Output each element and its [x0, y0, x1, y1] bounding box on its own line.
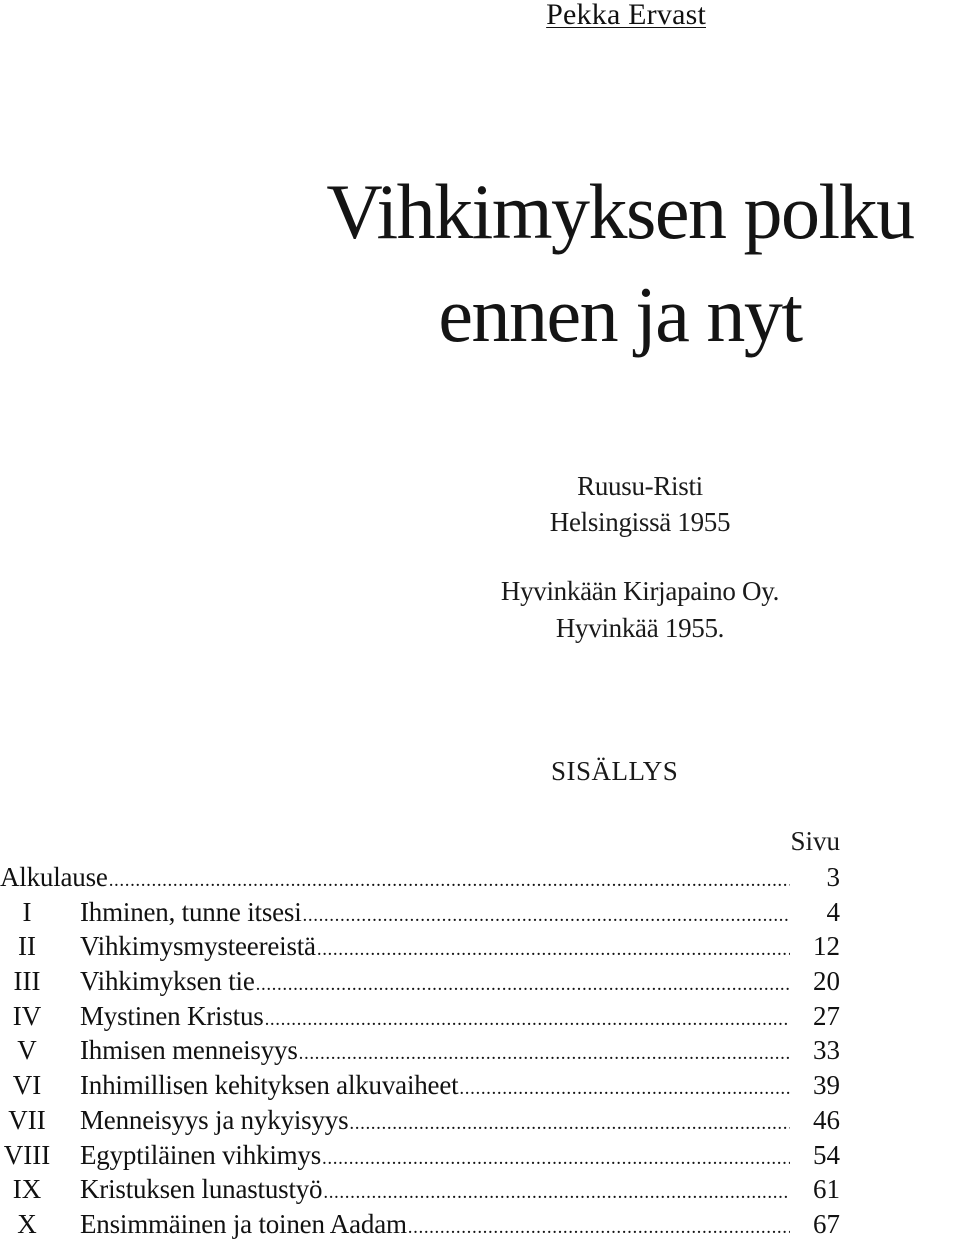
toc-chapter-numeral: III [13, 966, 41, 997]
toc-chapter-numeral: I [22, 896, 32, 927]
toc-entry-label: Ihminen, tunne itsesi [80, 896, 302, 927]
toc-leader-dots [459, 1074, 790, 1104]
toc-entry[interactable] [0, 1105, 850, 1140]
toc-entry-line [80, 1035, 790, 1069]
toc-leader-dots [408, 1213, 790, 1243]
toc-chapter-numeral: V [17, 1035, 37, 1066]
toc-leader-dots [109, 866, 790, 896]
author-link[interactable]: Pekka Ervast [546, 0, 706, 31]
toc-chapter-numeral: II [18, 931, 36, 962]
toc-entry-page: 20 [813, 966, 840, 997]
toc-chapter-numeral: VI [12, 1070, 42, 1101]
toc-entry[interactable] [0, 1209, 850, 1244]
toc-entry-line [80, 1105, 790, 1139]
toc-entry-line [80, 1140, 790, 1174]
printer: Hyvinkään Kirjapaino Oy. [500, 576, 780, 606]
toc-entry-page: 46 [813, 1104, 840, 1135]
toc-entry-line [80, 931, 790, 965]
toc-leader-dots [317, 935, 790, 965]
toc-leader-dots [323, 1178, 790, 1208]
toc-entry-page: 3 [826, 862, 840, 892]
toc-entry-line [80, 1174, 790, 1208]
toc-entry-page: 39 [813, 1070, 840, 1101]
toc-leader-dots [303, 901, 790, 931]
toc-entry-line [80, 1070, 790, 1104]
toc-entry-label: Ihmisen menneisyys [80, 1035, 298, 1066]
toc-chapter-numeral: IX [12, 1174, 42, 1205]
toc-entry-line [80, 966, 790, 1000]
toc-entry[interactable] [0, 1070, 850, 1105]
toc-entry-label: Mystinen Kristus [80, 1000, 264, 1031]
toc-entry-page: 33 [813, 1035, 840, 1066]
toc-entry-page: 61 [813, 1174, 840, 1205]
toc-entry-line [80, 897, 790, 931]
printer-place-year: Hyvinkää 1955. [555, 613, 725, 643]
toc-entry-label: Alkulause [0, 862, 108, 892]
toc-leader-dots [299, 1039, 790, 1069]
toc-entry-label: Egyptiläinen vihkimys [80, 1139, 322, 1170]
toc-entry[interactable] [0, 966, 850, 1001]
toc-chapter-numeral: VIII [3, 1139, 51, 1170]
toc-leader-dots [256, 970, 790, 1000]
table-of-contents [0, 862, 850, 1244]
toc-entry-label: Vihkimysmysteereistä [80, 931, 316, 962]
toc-entry-intro[interactable] [0, 862, 850, 897]
toc-leader-dots [349, 1109, 790, 1139]
toc-entry[interactable] [0, 897, 850, 932]
toc-leader-dots [265, 1005, 790, 1035]
publication-place-year: Helsingissä 1955 [549, 507, 731, 537]
toc-entry-page: 4 [826, 896, 840, 927]
toc-entry[interactable] [0, 931, 850, 966]
toc-entry[interactable] [0, 1001, 850, 1036]
toc-entry-label: Vihkimyksen tie [80, 966, 255, 997]
toc-chapter-numeral: X [17, 1208, 37, 1239]
toc-entry-page: 67 [813, 1208, 840, 1239]
toc-leader-dots [322, 1144, 790, 1174]
toc-entry-page: 27 [813, 1000, 840, 1031]
toc-chapter-numeral: VII [8, 1104, 46, 1135]
toc-heading: SISÄLLYS [551, 756, 679, 786]
toc-entry-label: Kristuksen lunastustyö [80, 1174, 323, 1205]
toc-entry-page: 12 [813, 931, 840, 962]
toc-chapter-numeral: IV [12, 1000, 42, 1031]
toc-entry-line [80, 1001, 790, 1035]
toc-page-column-label: Sivu [790, 826, 840, 856]
toc-entry-line [0, 862, 790, 896]
toc-entry-label: Ensimmäinen ja toinen Aadam [80, 1208, 407, 1239]
toc-entry[interactable] [0, 1140, 850, 1175]
toc-entry-label: Inhimillisen kehityksen alkuvaiheet [80, 1070, 459, 1101]
toc-entry[interactable] [0, 1174, 850, 1209]
toc-entry-page: 54 [813, 1139, 840, 1170]
publisher: Ruusu-Risti [577, 471, 703, 501]
book-title-line-1: Vihkimyksen polku [326, 168, 914, 255]
book-title-line-2: ennen ja nyt [438, 271, 802, 358]
toc-entry-label: Menneisyys ja nykyisyys [80, 1104, 349, 1135]
toc-entry[interactable] [0, 1035, 850, 1070]
toc-entry-line [80, 1209, 790, 1243]
